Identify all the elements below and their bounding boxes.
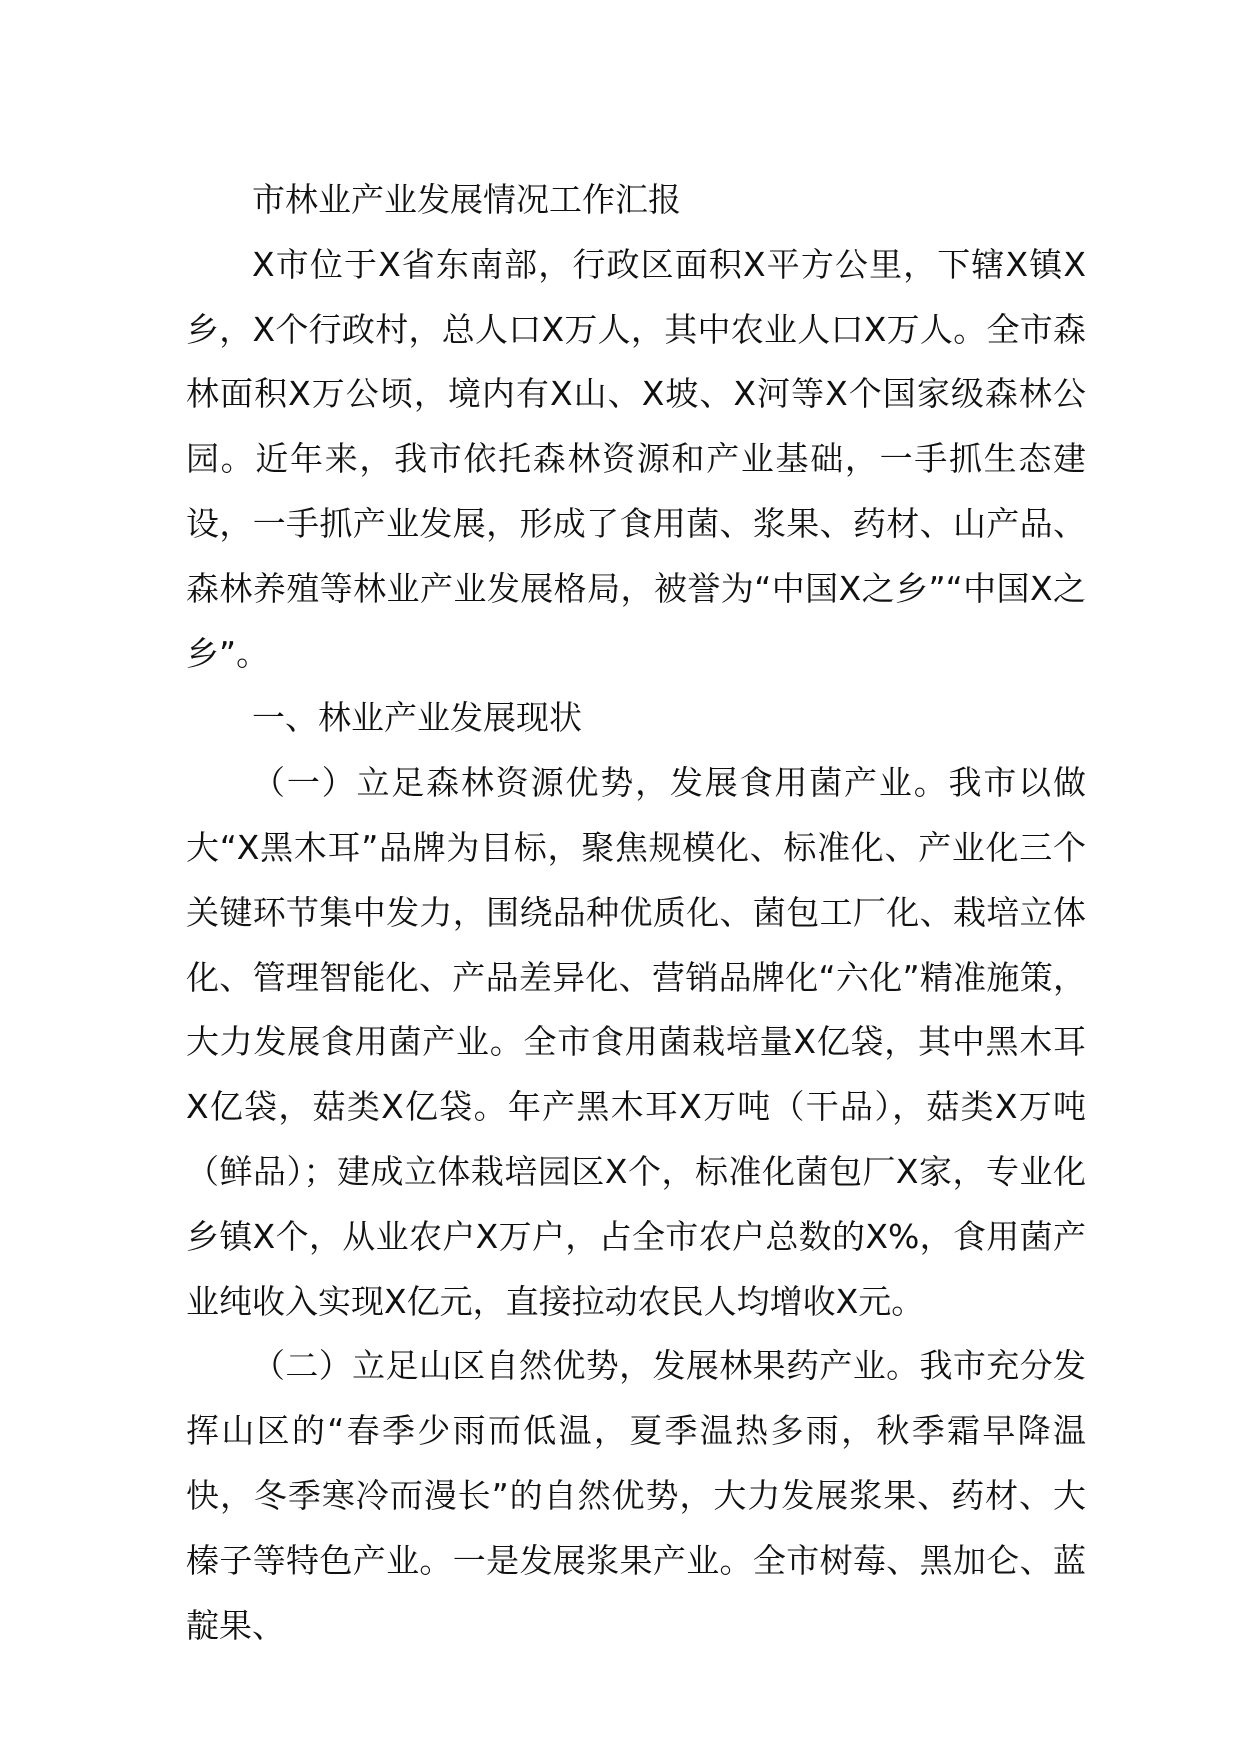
paragraph-edible-fungi: （一）立足森林资源优势，发展食用菌产业。我市以做大“X黑木耳”品牌为目标，聚焦规模化、标准化、产业化三个关键环节集中发力，围绕品种优质化、菌包工厂化、栽培立体化、管理智能化、产品差异化、营销品牌化“六化”精准施策，大力发展食用菌产业。全市食用菌栽培量X亿袋，其中黑木耳X亿袋，菇类X亿袋。年产黑木耳X万吨（干品），菇类X万吨（鲜品）；建成立体栽培园区X个，标准化菌包厂X家，专业化乡镇X个，从业农户X万户，占全市农户总数的X%，食用菌产业纯收入实现X亿元，直接拉动农民人均增收X元。	[186, 763, 1086, 1321]
document-title: 市林业产业发展情况工作汇报	[252, 180, 681, 219]
paragraph-forest-fruit-medicine: （二）立足山区自然优势，发展林果药产业。我市充分发挥山区的“春季少雨而低温，夏季温热多雨，秋季霜早降温快，冬季寒冷而漫长”的自然优势，大力发展浆果、药材、大榛子等特色产业。一是发展浆果产业。全市树莓、黑加仑、蓝靛果、	[186, 1346, 1086, 1645]
section-heading: 一、林业产业发展现状	[252, 698, 582, 738]
document-body	[186, 168, 1086, 1658]
paragraph-intro: X市位于X省东南部，行政区面积X平方公里，下辖X镇X乡，X个行政村，总人口X万人，其中农业人口X万人。全市森林面积X万公顷，境内有X山、X坡、X河等X个国家级森林公园。近年来，我市依托森林资源和产业基础，一手抓生态建设，一手抓产业发展，形成了食用菌、浆果、药材、山产品、森林养殖等林业产业发展格局，被誉为“中国X之乡”“中国X之乡”。	[186, 244, 1086, 673]
